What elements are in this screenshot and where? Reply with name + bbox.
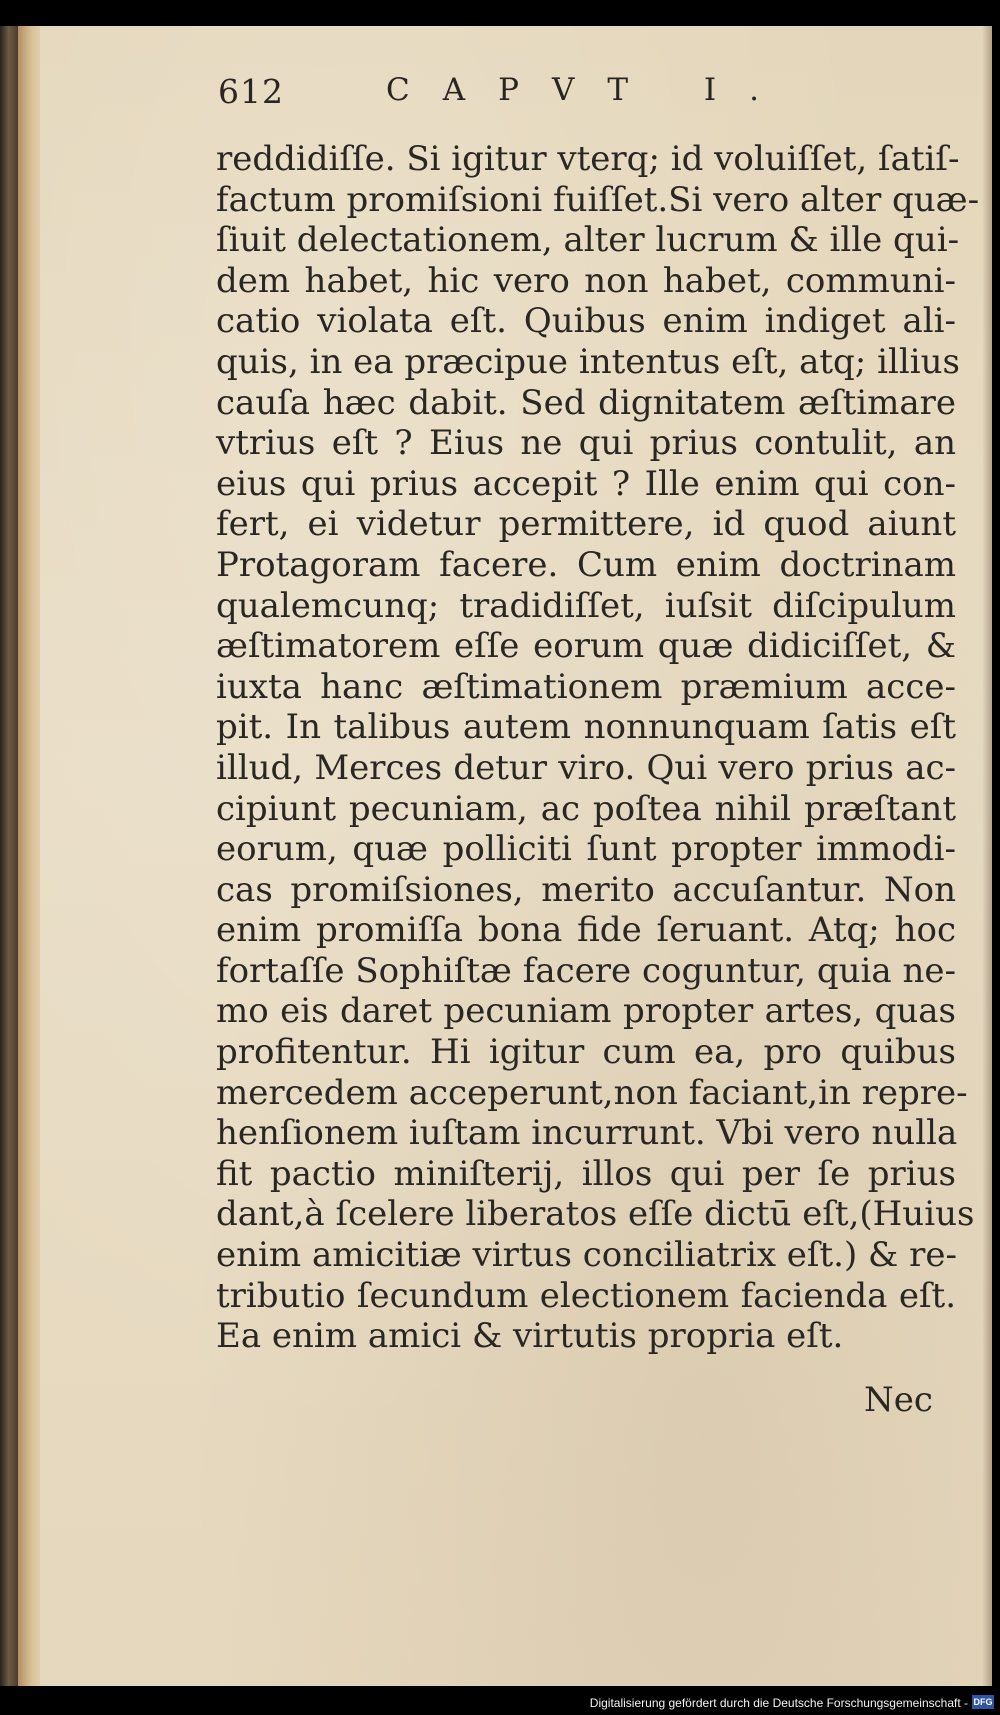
page-edge-shadow — [982, 26, 992, 1686]
text-line: cas promiſsiones, merito accuſantur. Non — [216, 869, 956, 910]
text-line: henſionem iuſtam incurrunt. Vbi vero nulla — [216, 1113, 958, 1154]
text-line: vtrius eſt ? Eius ne qui prius contulit, an — [216, 423, 956, 464]
text-line: fit pactio miniſterij, illos qui per ſe prius — [216, 1153, 956, 1194]
text-line: dant,à ſcelere liberatos eſſe dictū eſt,(Huius — [216, 1194, 975, 1235]
text-line: fert, ei videtur permittere, id quod aiunt — [216, 504, 956, 545]
dfg-logo: DFG — [973, 1697, 993, 1707]
text-line: quis, in ea præcipue intentus eſt, atq; illius — [216, 341, 960, 382]
text-line: dem habet, hic vero non habet, communi- — [216, 260, 956, 301]
text-line: Ea enim amici & virtutis propria eſt. — [216, 1316, 844, 1357]
text-line: enim promiſſa bona fide ſeruant. Atq; hoc — [216, 910, 956, 951]
text-line: ſiuit delectationem, alter lucrum & ille qui- — [216, 220, 960, 261]
text-line: iuxta hanc æſtimationem præmium acce- — [216, 666, 956, 707]
text-line: Protagoram facere. Cum enim doctrinam — [216, 544, 956, 585]
text-line: mo eis daret pecuniam propter artes, quas — [216, 991, 956, 1032]
text-line: tributio ſecundum electionem facienda eſt. — [216, 1275, 956, 1316]
text-line: reddidiſſe. Si igitur vterq; id voluiſſet, ſatiſ- — [216, 139, 960, 179]
text-line: fortaſſe Sophiſtæ facere coguntur, quia ne- — [216, 950, 956, 991]
text-line: cipiunt pecuniam, ac poſtea nihil præſtant — [216, 788, 956, 829]
page-gutter-shadow — [18, 26, 42, 1686]
text-line: æſtimatorem eſſe eorum quæ didiciſſet, & — [216, 626, 956, 667]
text-line: pit. In talibus autem nonnunquam ſatis eſt — [216, 707, 956, 748]
text-line: eius qui prius accepit ? Ille enim qui con- — [216, 463, 956, 504]
text-line: enim amicitiæ virtus conciliatrix eſt.) & re- — [216, 1235, 957, 1276]
text-line: factum promiſsioni fuiſſet.Si vero alter quæ- — [216, 179, 980, 220]
catchword: Nec — [864, 1380, 933, 1420]
text-line: illud, Merces detur viro. Qui vero prius ac- — [216, 747, 956, 788]
page-header — [218, 72, 818, 128]
running-head: CAPVT I. — [386, 72, 792, 108]
page-number: 612 — [218, 72, 284, 111]
text-line: profitentur. Hi igitur cum ea, pro quibus — [216, 1032, 956, 1073]
text-line: cauſa hæc dabit. Sed dignitatem æſtimare — [216, 382, 956, 423]
text-line: eorum, quæ polliciti ſunt propter immodi- — [216, 829, 956, 870]
text-line: mercedem acceperunt,non faciant,in repre- — [216, 1072, 968, 1113]
digitization-credit: Digitalisierung gefördert durch die Deutsche Forschungsgemeinschaft - — [589, 1696, 968, 1710]
text-line: catio violata eſt. Quibus enim indiget ali- — [216, 301, 956, 342]
text-line: qualemcunq; tradidiſſet, iuſsit diſcipulum — [216, 585, 956, 626]
body-text — [216, 139, 980, 1357]
